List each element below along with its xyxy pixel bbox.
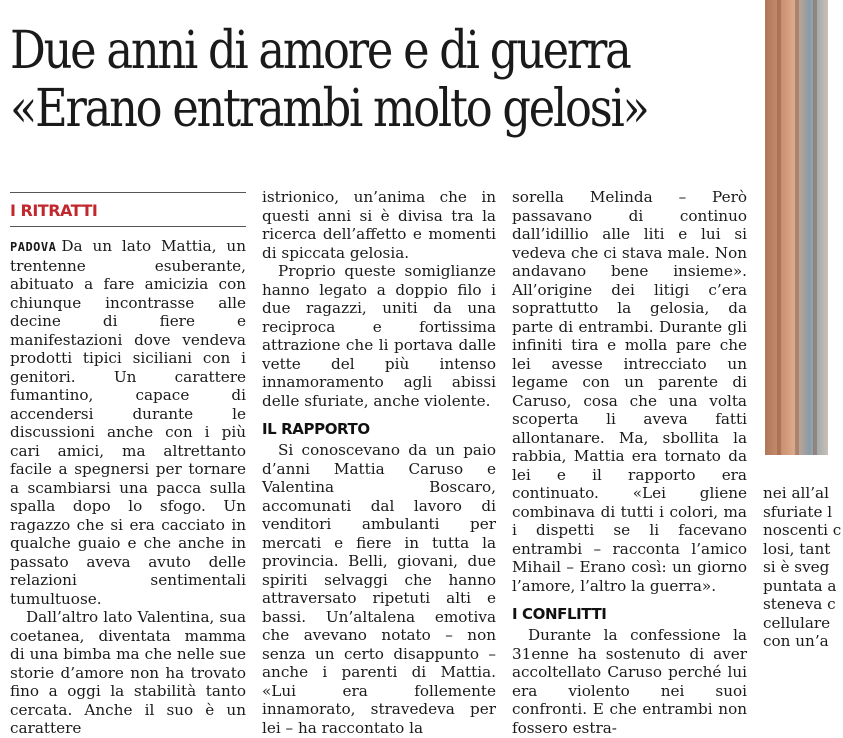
text-line: si è sveg — [763, 558, 830, 576]
paragraph: Durante la confessione la 31enne ha sostenuto di aver accoltellato Caruso perché lui era violento nei suoi confronti. E che entrambi non fossero estra- — [512, 626, 747, 737]
headline-line-2: «Erano entrambi molto gelosi» — [10, 79, 648, 139]
text-line: nei all’al — [763, 484, 829, 502]
article-photo — [765, 0, 828, 455]
text-line: noscenti c — [763, 521, 842, 539]
subheading-conflitti: I CONFLITTI — [512, 605, 607, 623]
paragraph: istrionico, un’anima che in questi anni si è divisa tra la ricerca dell’affetto e momenti di spiccata gelosia. — [262, 188, 496, 262]
paragraph: Proprio queste somiglianze hanno legato a doppio filo i due ragazzi, uniti da una reciproca e fortissima attrazione che li portava dalle vette del più intenso innamoramento agli abissi delle sfuriate, anche violente. — [262, 262, 496, 410]
text-line: puntata a — [763, 576, 837, 595]
dateline: PADOVA — [10, 240, 57, 254]
text-column-1 — [10, 192, 246, 738]
article-headline — [10, 22, 655, 138]
text-column-4-cropped — [763, 484, 843, 651]
paragraph: PADOVA Da un lato Mattia, un trentenne esuberante, abituato a fare amicizia con chiunque incontrasse alle decine di fiere e manifestazioni dove vendeva prodotti tipici siciliani con i genitori. Un carattere fumantino, capace di accendersi durante le discussioni anche con i più cari amici, ma altrettanto facile a spegnersi per tornare a scambiarsi una pacca sulla spalla dopo lo sfogo. Un ragazzo che si era cacciato in qualche guaio e che anche in passato aveva avuto delle relazioni sentimentali tumultuose. — [10, 237, 246, 608]
paragraph: Si conoscevano da un paio d’anni Mattia Caruso e Valentina Boscaro, accomunati dal lavoro di venditori ambulanti per mercati e fiere in tutta la provincia. Belli, giovani, due spiriti selvaggi che hanno attraversato ripetuti alti e bassi. Un’altalena emotiva che avevano notato – non senza un certo disappunto – anche i parenti di Mattia. «Lui era follemente innamorato, stravedeva per lei – ha raccontato la — [262, 441, 496, 737]
text-column-2 — [262, 188, 496, 737]
section-label: I RITRATTI — [10, 192, 246, 227]
paragraph: Dall’altro lato Valentina, sua coetanea, diventata mamma di una bimba ma che nelle sue storie d’amore non ha trovato fino a oggi la stabilità tanto cercata. Anche il suo è un carattere — [10, 608, 246, 737]
text-line: steneva c — [763, 595, 836, 613]
text-line: sfuriate l — [763, 502, 833, 521]
text-line: cellulare — [763, 613, 831, 632]
subheading-rapporto: IL RAPPORTO — [262, 420, 370, 438]
paragraph: sorella Melinda – Però passavano di continuo dall’idillio alle liti e lui si vedeva che ci stava male. Non andavano bene insieme». All’origine dei litigi c’era soprattutto la gelosia, da parte di entrambi. Durante gli infiniti tira e molla pare che lei avesse intrecciato un legame con un parente di Caruso, cosa che una volta scoperta li aveva fatti allontanare. Ma, sbollita la rabbia, Mattia era tornato da lei e il rapporto era continuato. «Lei gliene combinava di tutti i colori, ma i dispetti se li facevano entrambi – racconta l’amico Mihail – Erano così: un giorno l’amore, l’altro la guerra». — [512, 188, 747, 595]
text-line: losi, tant — [763, 539, 831, 558]
text-line: con un’a — [763, 632, 829, 650]
text-column-3 — [512, 188, 747, 737]
headline-line-1: Due anni di amore e di guerra — [10, 21, 630, 81]
